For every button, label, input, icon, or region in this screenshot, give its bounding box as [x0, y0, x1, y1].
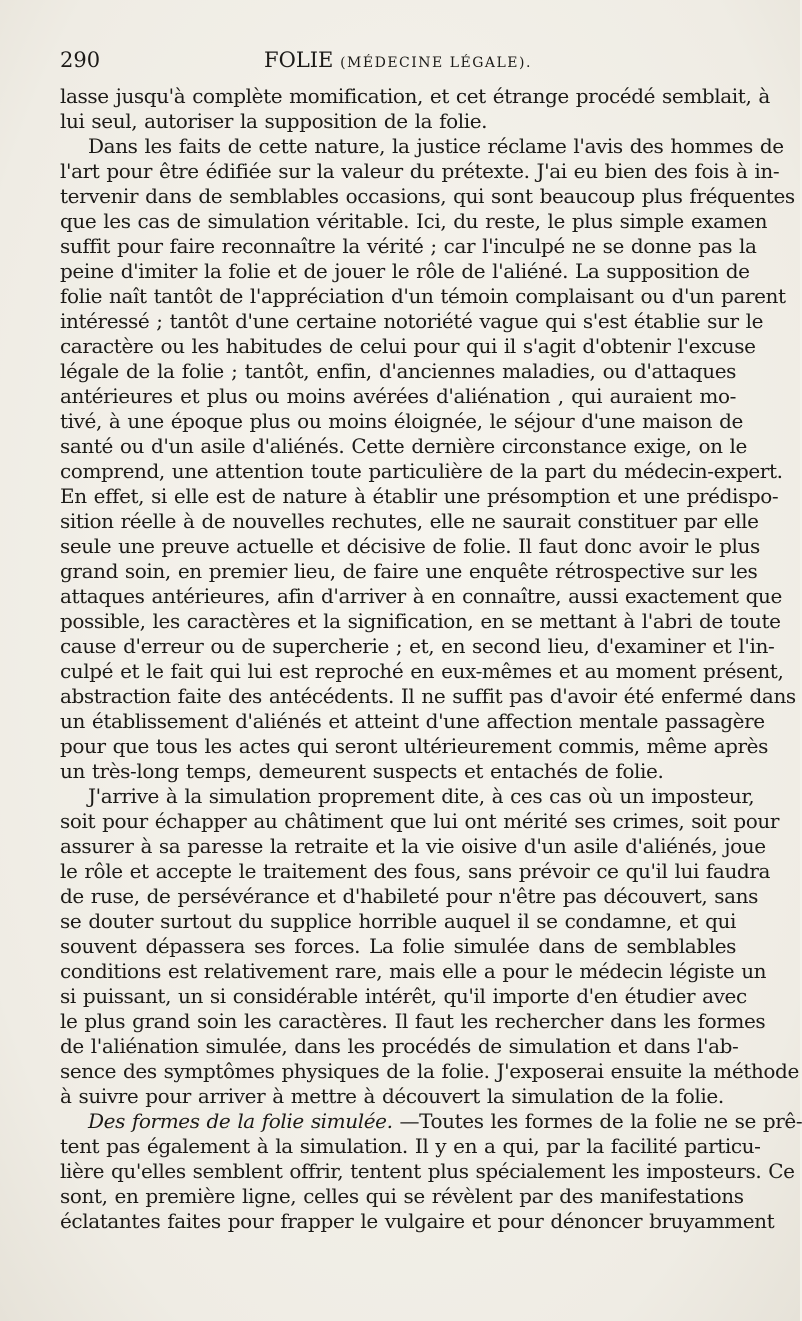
text-line: tivé, à une époque plus ou moins éloignée, le séjour d'une maison de: [60, 409, 743, 433]
text-line: conditions est relativement rare, mais elle a pour le médecin légiste un: [60, 959, 767, 983]
body-text: [60, 84, 802, 1234]
text-line: le rôle et accepte le traitement des fous, sans prévoir ce qu'il lui faudra: [60, 859, 771, 883]
text-line: soit pour échapper au châtiment que lui ont mérité ses crimes, soit pour: [60, 809, 780, 833]
text-line: sence des symptômes physiques de la folie. J'exposerai ensuite la méthode: [60, 1059, 799, 1083]
text-line: si puissant, un si considérable intérêt, qu'il importe d'en étudier avec: [60, 984, 747, 1008]
text-line: lière qu'elles semblent offrir, tentent plus spécialement les imposteurs. Ce: [60, 1159, 795, 1183]
text-line: lui seul, autoriser la supposition de la folie.: [60, 109, 488, 133]
text-line: assurer à sa paresse la retraite et la vie oisive d'un asile d'aliénés, joue: [60, 834, 766, 858]
text-line: sition réelle à de nouvelles rechutes, elle ne saurait constituer par elle: [60, 509, 759, 533]
text-line: se douter surtout du supplice horrible auquel il se condamne, et qui: [60, 909, 736, 933]
text-line: un très-long temps, demeurent suspects et entachés de folie.: [60, 759, 664, 783]
text-line: grand soin, en premier lieu, de faire une enquête rétrospective sur les: [60, 559, 758, 583]
text-line: Dans les faits de cette nature, la justice réclame l'avis des hommes de: [88, 134, 784, 158]
text-line: peine d'imiter la folie et de jouer le rôle de l'aliéné. La supposition de: [60, 259, 750, 283]
text-line: le plus grand soin les caractères. Il faut les rechercher dans les formes: [60, 1009, 766, 1033]
text-line: En effet, si elle est de nature à établir une présomption et une prédispo-: [60, 484, 779, 508]
running-head: [60, 48, 736, 72]
text-line: abstraction faite des antécédents. Il ne suffit pas d'avoir été enfermé dans: [60, 684, 796, 708]
text-line: attaques antérieures, afin d'arriver à en connaître, aussi exactement que: [60, 584, 782, 608]
text-line: tent pas également à la simulation. Il y en a qui, par la facilité particu-: [60, 1134, 761, 1158]
text-line: l'art pour être édifiée sur la valeur du prétexte. J'ai eu bien des fois à in-: [60, 159, 780, 183]
text-line: sont, en première ligne, celles qui se révèlent par des manifestations: [60, 1184, 744, 1208]
text-line: tervenir dans de semblables occasions, qui sont beaucoup plus fréquentes: [60, 184, 795, 208]
text-line: seule une preuve actuelle et décisive de folie. Il faut donc avoir le plus: [60, 534, 760, 558]
text-line: de ruse, de persévérance et d'habileté pour n'être pas découvert, sans: [60, 884, 758, 908]
text-line: légale de la folie ; tantôt, enfin, d'anciennes maladies, ou d'attaques: [60, 359, 736, 383]
text-line: cause d'erreur ou de supercherie ; et, en second lieu, d'examiner et l'in-: [60, 634, 775, 658]
page-header: [60, 48, 736, 78]
text-line: antérieures et plus ou moins avérées d'aliénation , qui auraient mo-: [60, 384, 736, 408]
text-line: possible, les caractères et la signification, en se mettant à l'abri de toute: [60, 609, 781, 633]
text-line: éclatantes faites pour frapper le vulgaire et pour dénoncer bruyamment: [60, 1209, 775, 1233]
text-line: un établissement d'aliénés et atteint d'une affection mentale passagère: [60, 709, 765, 733]
page-number: 290: [60, 48, 101, 72]
text-line: souvent dépassera ses forces. La folie simulée dans de semblables: [60, 934, 736, 958]
text-line: que les cas de simulation véritable. Ici, du reste, le plus simple examen: [60, 209, 768, 233]
text-line: suffit pour faire reconnaître la vérité ; car l'inculpé ne se donne pas la: [60, 234, 757, 258]
text-line: J'arrive à la simulation proprement dite, à ces cas où un imposteur,: [88, 784, 755, 808]
text-line: de l'aliénation simulée, dans les procédés de simulation et dans l'ab-: [60, 1034, 739, 1058]
text-line: à suivre pour arriver à mettre à découvert la simulation de la folie.: [60, 1084, 724, 1108]
text-line-with-heading: [60, 1109, 802, 1134]
running-head-title: FOLIE: [264, 48, 334, 72]
text-line: comprend, une attention toute particulière de la part du médecin-expert.: [60, 459, 783, 483]
section-heading: Des formes de la folie simulée.: [88, 1109, 393, 1133]
text-line: culpé et le fait qui lui est reproché en eux-mêmes et au moment présent,: [60, 659, 784, 683]
text-line: caractère ou les habitudes de celui pour qui il s'agit d'obtenir l'excuse: [60, 334, 756, 358]
text-line: lasse jusqu'à complète momification, et cet étrange procédé semblait, à: [60, 84, 770, 108]
text-fragment: —Toutes les formes de la folie ne se prê-: [399, 1109, 802, 1133]
text-line: intéressé ; tantôt d'une certaine notoriété vague qui s'est établie sur le: [60, 309, 764, 333]
running-head-subtitle: (MÉDECINE LÉGALE).: [340, 55, 532, 71]
text-line: pour que tous les actes qui seront ultérieurement commis, même après: [60, 734, 768, 758]
text-line: santé ou d'un asile d'aliénés. Cette dernière circonstance exige, on le: [60, 434, 747, 458]
text-line: folie naît tantôt de l'appréciation d'un témoin complaisant ou d'un parent: [60, 284, 786, 308]
